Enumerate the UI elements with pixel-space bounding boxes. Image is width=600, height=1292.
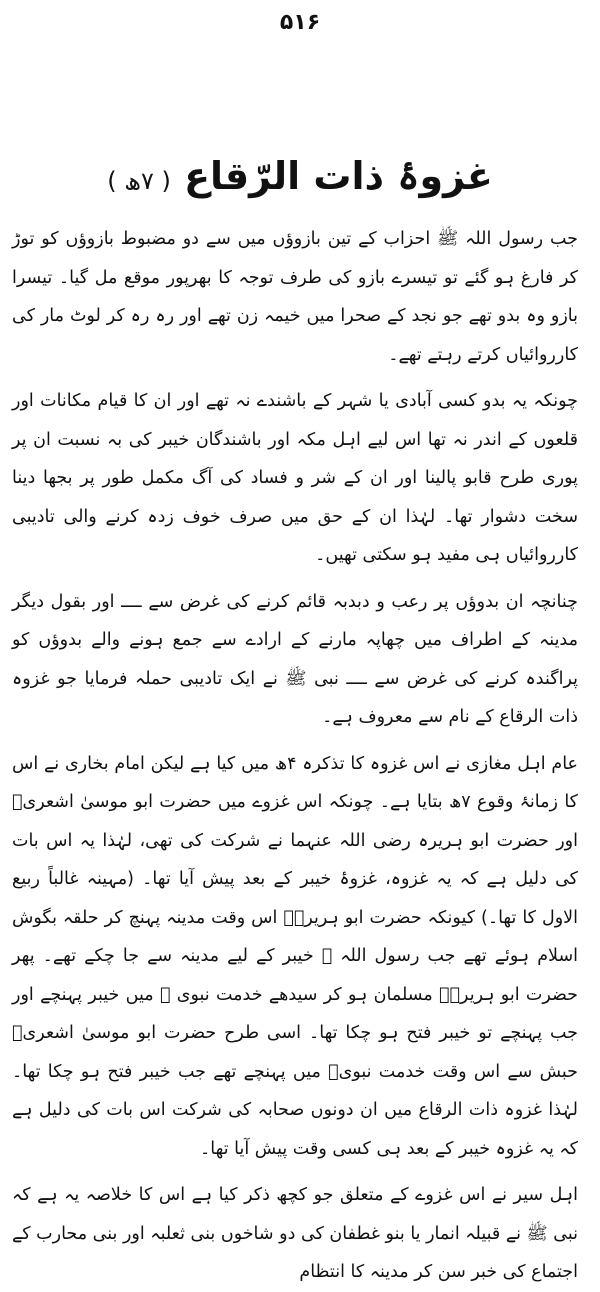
paragraph: چنانچہ ان بدوؤں پر رعب و دبدبہ قائم کرنے کی غرض سے ــــ اور بقول دیگر مدینہ کے اطراف میں چھاپہ مارنے کے ارادے سے جمع ہونے والے بدوؤں کو پراگندہ کرنے کی غرض سے ــــ نبی ﷺ نے ایک تادیبی حملہ فرمایا جو غزوہ ذات الرقاع کے نام سے معروف ہے۔ <box>12 591 578 727</box>
page-number: ۵۱۶ <box>279 10 321 35</box>
paragraph: اہل سیر نے اس غزوے کے متعلق جو کچھ ذکر کیا ہے اس کا خلاصہ یہ ہے کہ نبی ﷺ نے قبیلہ انمار یا بنو غطفان کی دو شاخوں بنی ثعلبہ اور بنی محارب کے اجتماع کی خبر سن کر مدینہ کا انتظام <box>12 1185 578 1282</box>
chapter-year: ( ۷ھ ) <box>107 167 171 195</box>
paragraph: عام اہل مغازی نے اس غزوہ کا تذکرہ ۴ھ میں کیا ہے لیکن امام بخاری نے اس کا زمانۂ وقوع ۷ھ بتایا ہے۔ چونکہ اس غزوے میں حضرت ابو موسیٰ اشعریؓ اور حضرت ابو ہریرہ رضی اللہ عنہما نے شرکت کی تھی، لہٰذا یہ اس بات کی دلیل ہے کہ یہ غزوہ، غزوۂ خیبر کے بعد پیش آیا تھا۔ (مہینہ غالباً ربیع الاول کا تھا۔) کیونکہ حضرت ابو ہریرہؓ اس وقت مدینہ پہنچ کر حلقہ بگوش اسلام ہوئے تھے جب رسول اللہ ﷺ خیبر کے لیے مدینہ سے جا چکے تھے۔ پھر حضرت ابو ہریرہؓ مسلمان ہو کر سیدھے خدمت نبوی ﷺ میں خیبر پہنچے اور جب پہنچے تو خیبر فتح ہو چکا تھا۔ اسی طرح حضرت ابو موسیٰ اشعریؓ حبش سے اس وقت خدمت نبویؐ میں پہنچے تھے جب خیبر فتح ہو چکا تھا۔ لہٰذا غزوہ ذات الرقاع میں ان دونوں صحابہ کی شرکت اس بات کی دلیل ہے کہ یہ غزوہ خیبر کے بعد ہی کسی وقت پیش آیا تھا۔ <box>12 753 578 1159</box>
body-text <box>12 220 578 1292</box>
paragraph: جب رسول اللہ ﷺ احزاب کے تین بازوؤں میں سے دو مضبوط بازوؤں کو توڑ کر فارغ ہو گئے تو تیسرے بازو کی طرف توجہ کا بھرپور موقع مل گیا۔ تیسرا بازو وہ بدو تھے جو نجد کے صحرا میں خیمہ زن تھے اور رہ رہ کر لوٹ مار کی کارروائیاں کرتے رہتے تھے۔ <box>12 229 578 365</box>
paragraph: چونکہ یہ بدو کسی آبادی یا شہر کے باشندے نہ تھے اور ان کا قیام مکانات اور قلعوں کے اندر نہ تھا اس لیے اہل مکہ اور باشندگان خیبر کی بہ نسبت ان پر پوری طرح قابو پالینا اور ان کے شر و فساد کی آگ مکمل طور پر بجھا دینا سخت دشوار تھا۔ لہٰذا ان کے حق میں صرف خوف زدہ کرنے والی تادیبی کارروائیاں ہی مفید ہو سکتی تھیں۔ <box>12 391 578 565</box>
chapter-heading <box>40 148 560 209</box>
chapter-title: غزوۂ ذات الرّقاع <box>184 154 493 198</box>
